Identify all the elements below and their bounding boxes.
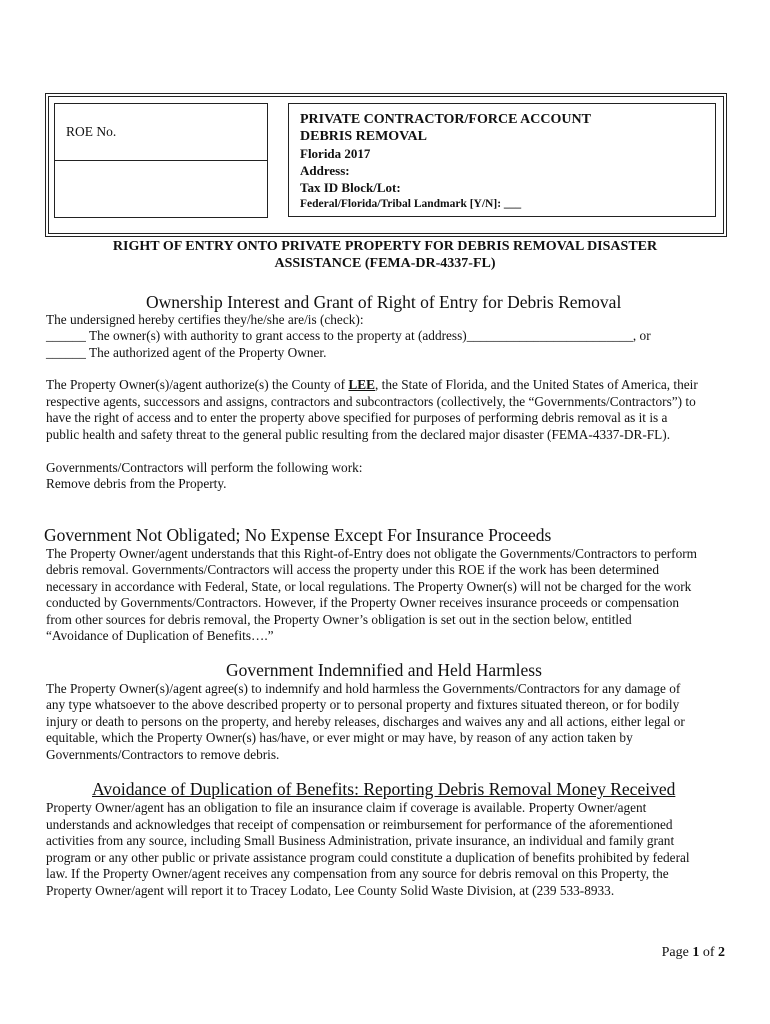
county-name: LEE [348, 377, 376, 392]
paragraph-line: activities from any source, including Small Business Administration, private insurance, an individual and family grant [46, 833, 675, 848]
certify-line: The undersigned hereby certifies they/he/she are/is (check): [46, 312, 364, 327]
paragraph-line: The Property Owner(s)/agent agree(s) to indemnify and hold harmless the Governments/Contractors for any damage of [46, 681, 681, 696]
section-heading-duplication: Avoidance of Duplication of Benefits: Reporting Debris Removal Money Received [92, 779, 676, 799]
owner-checkbox-line: ______ The owner(s) with authority to grant access to the property at (address)_________________________, or [46, 328, 651, 343]
authorize-line [46, 377, 728, 394]
paragraph-line: Governments/Contractors to remove debris. [46, 747, 280, 762]
agent-checkbox-line: ______ The authorized agent of the Property Owner. [46, 345, 327, 360]
page-current: 1 [692, 945, 700, 960]
page-of: of [699, 945, 718, 960]
section-heading-not-obligated: Government Not Obligated; No Expense Except For Insurance Proceeds [44, 525, 552, 545]
landmark-label: Federal/Florida/Tribal Landmark [Y/N]: ___ [300, 198, 522, 210]
page-prefix: Page [661, 945, 693, 960]
section-heading-indemnified: Government Indemnified and Held Harmless [226, 660, 542, 680]
paragraph-line: Property Owner/agent will report it to Tracey Lodato, Lee County Solid Waste Division, at (239 533-8933. [46, 883, 615, 898]
paragraph-line: program or any other public or private assistance program could constitute a duplication of benefits prohibited by federal [46, 850, 690, 865]
paragraph-line: law. If the Property Owner/agent receives any compensation from any source for debris removal on this Property, the [46, 866, 669, 881]
page-total: 2 [718, 945, 725, 960]
paragraph-line: public health and safety threat to the general public resulting from the declared major disaster (FEMA-4337-DR-FL). [46, 427, 671, 442]
paragraph-line: “Avoidance of Duplication of Benefits….” [46, 628, 274, 643]
main-title-line1: RIGHT OF ENTRY ONTO PRIVATE PROPERTY FOR DEBRIS REMOVAL DISASTER [112, 239, 658, 254]
address-label: Address: [300, 163, 350, 178]
paragraph-line: equitable, which the Property Owner(s) has/have, or ever might or may have, by reason of any action taken by [46, 730, 633, 745]
paragraph-line: The Property Owner/agent understands that this Right-of-Entry does not obligate the Governments/Contractors to perform [46, 546, 698, 561]
state-year: Florida 2017 [300, 146, 371, 161]
paragraph-line: have the right of access and to enter the property above specified for purposes of performing debris removal as it is a [46, 410, 668, 425]
roe-label: ROE No. [66, 124, 117, 139]
work-line: Remove debris from the Property. [46, 476, 227, 491]
main-title-line2: ASSISTANCE (FEMA-DR-4337-FL) [274, 256, 496, 271]
form-title-line2: DEBRIS REMOVAL [300, 129, 427, 144]
paragraph-line: any type whatsoever to the above described property or to personal property and fixtures situated thereon, or for bodily [46, 697, 680, 712]
paragraph-line: understands and acknowledges that receipt of compensation or reimbursement for performance of the aforementioned [46, 817, 673, 832]
paragraph-line: injury or death to persons on the property, and hereby releases, discharges and waives any and all actions, either legal or [46, 714, 685, 729]
tax-id-label: Tax ID Block/Lot: [300, 180, 401, 195]
paragraph-line: respective agents, successors and assigns, contractors and subcontractors (collectively, the “Governments/Contractors”) to [46, 394, 696, 409]
authorize-text-b: , the State of Florida, and the United States of America, their [375, 377, 698, 392]
work-line: Governments/Contractors will perform the following work: [46, 460, 363, 475]
paragraph-line: debris removal. Governments/Contractors will access the property under this ROE if the work has been determined [46, 562, 659, 577]
paragraph-line: necessary in accordance with Federal, State, or local regulations. The Property Owner(s) will not be charged for the work [46, 579, 692, 594]
paragraph-line: from other sources for debris removal, the Property Owner’s obligation is set out in the section below, entitled [46, 612, 632, 627]
paragraph-line: Property Owner/agent has an obligation to file an insurance claim if coverage is available. Property Owner/agent [46, 800, 647, 815]
blank-box [54, 160, 268, 218]
form-title-line1: PRIVATE CONTRACTOR/FORCE ACCOUNT [300, 112, 591, 127]
section-heading-ownership: Ownership Interest and Grant of Right of Entry for Debris Removal [146, 292, 622, 312]
page-number [662, 945, 725, 961]
paragraph-line: conducted by Governments/Contractors. However, if the Property Owner receives insurance proceeds or compensation [46, 595, 680, 610]
authorize-text-a: The Property Owner(s)/agent authorize(s) the County of [46, 377, 349, 392]
